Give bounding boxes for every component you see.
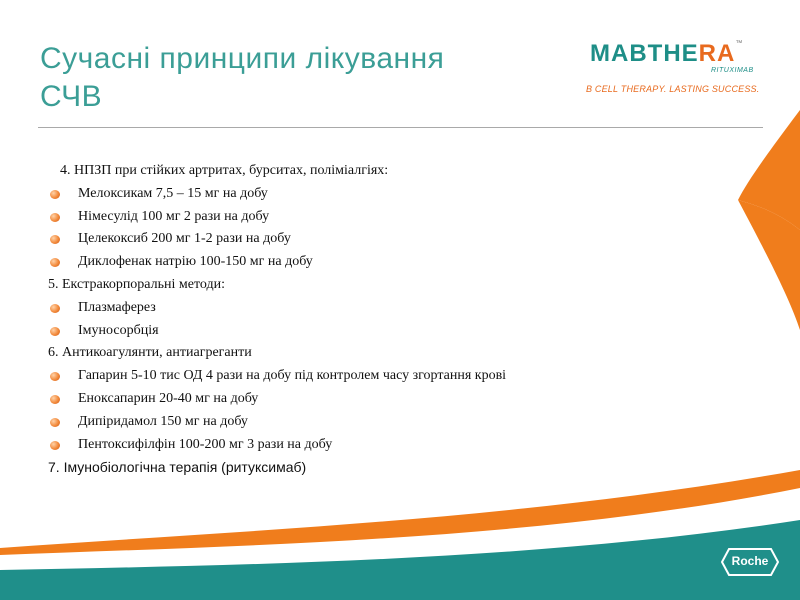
logo-subtitle: RITUXIMAB xyxy=(711,67,754,74)
list-item xyxy=(48,228,748,251)
list-heading: 4. НПЗП при стійких артритах, бурситах, поліміалгіях: xyxy=(60,163,389,178)
bullet-icon xyxy=(50,258,60,267)
list-item-text: Пентоксифілфін 100-200 мг 3 рази на добу xyxy=(78,436,333,452)
logo-wordmark xyxy=(590,40,743,68)
list-item-text: Німесулід 100 мг 2 рази на добу xyxy=(78,208,270,224)
logo-trademark: ™ xyxy=(735,40,744,47)
title-line-2: СЧВ xyxy=(40,80,103,113)
list-item-text: Диклофенак натрію 100-150 мг на добу xyxy=(78,254,313,270)
roche-logo xyxy=(721,547,779,577)
logo-wordmark-main: MABTHE xyxy=(590,40,699,67)
content-list xyxy=(48,160,748,479)
list-item xyxy=(48,320,748,343)
logo-tagline: B CELL THERAPY. LASTING SUCCESS. xyxy=(586,84,760,94)
title-divider xyxy=(38,127,763,128)
bullet-icon xyxy=(50,190,60,199)
bullet-icon xyxy=(50,395,60,404)
list-item-text: Гапарин 5-10 тис ОД 4 рази на добу під контролем часу згортання крові xyxy=(78,368,507,384)
list-item-text: Еноксапарин 20-40 мг на добу xyxy=(78,390,259,406)
bullet-icon xyxy=(50,418,60,427)
list-item xyxy=(48,206,748,229)
bullet-icon xyxy=(50,235,60,244)
list-item-text: Плазмаферез xyxy=(78,299,156,315)
list-item xyxy=(48,388,748,411)
mabthera-logo xyxy=(585,40,775,100)
logo-wordmark-accent: RA xyxy=(698,40,736,67)
list-item-text: Целекоксиб 200 мг 1-2 рази на добу xyxy=(78,231,291,247)
roche-text: Roche xyxy=(731,554,769,568)
list-heading: 7. Імунобіологічна терапія (ритуксимаб) xyxy=(48,459,307,476)
list-heading: 5. Екстракорпоральні методи: xyxy=(48,276,226,292)
list-item-text: Мелоксикам 7,5 – 15 мг на добу xyxy=(78,185,268,201)
title-line-1: Сучасні принципи лікування xyxy=(40,42,445,75)
bullet-icon xyxy=(50,441,60,450)
bullet-icon xyxy=(50,304,60,313)
bullet-icon xyxy=(50,327,60,336)
list-item xyxy=(48,183,748,206)
list-item xyxy=(48,434,748,457)
list-item xyxy=(48,251,748,274)
list-item xyxy=(48,411,748,434)
list-item-text: Імуносорбція xyxy=(78,322,159,338)
bullet-icon xyxy=(50,372,60,381)
bullet-icon xyxy=(50,213,60,222)
list-heading: 6. Антикоагулянти, антиагреганти xyxy=(48,345,252,361)
list-item xyxy=(48,297,748,320)
list-item-text: Дипіридамол 150 мг на добу xyxy=(78,413,248,429)
list-item xyxy=(48,365,748,388)
page-title xyxy=(40,40,560,116)
